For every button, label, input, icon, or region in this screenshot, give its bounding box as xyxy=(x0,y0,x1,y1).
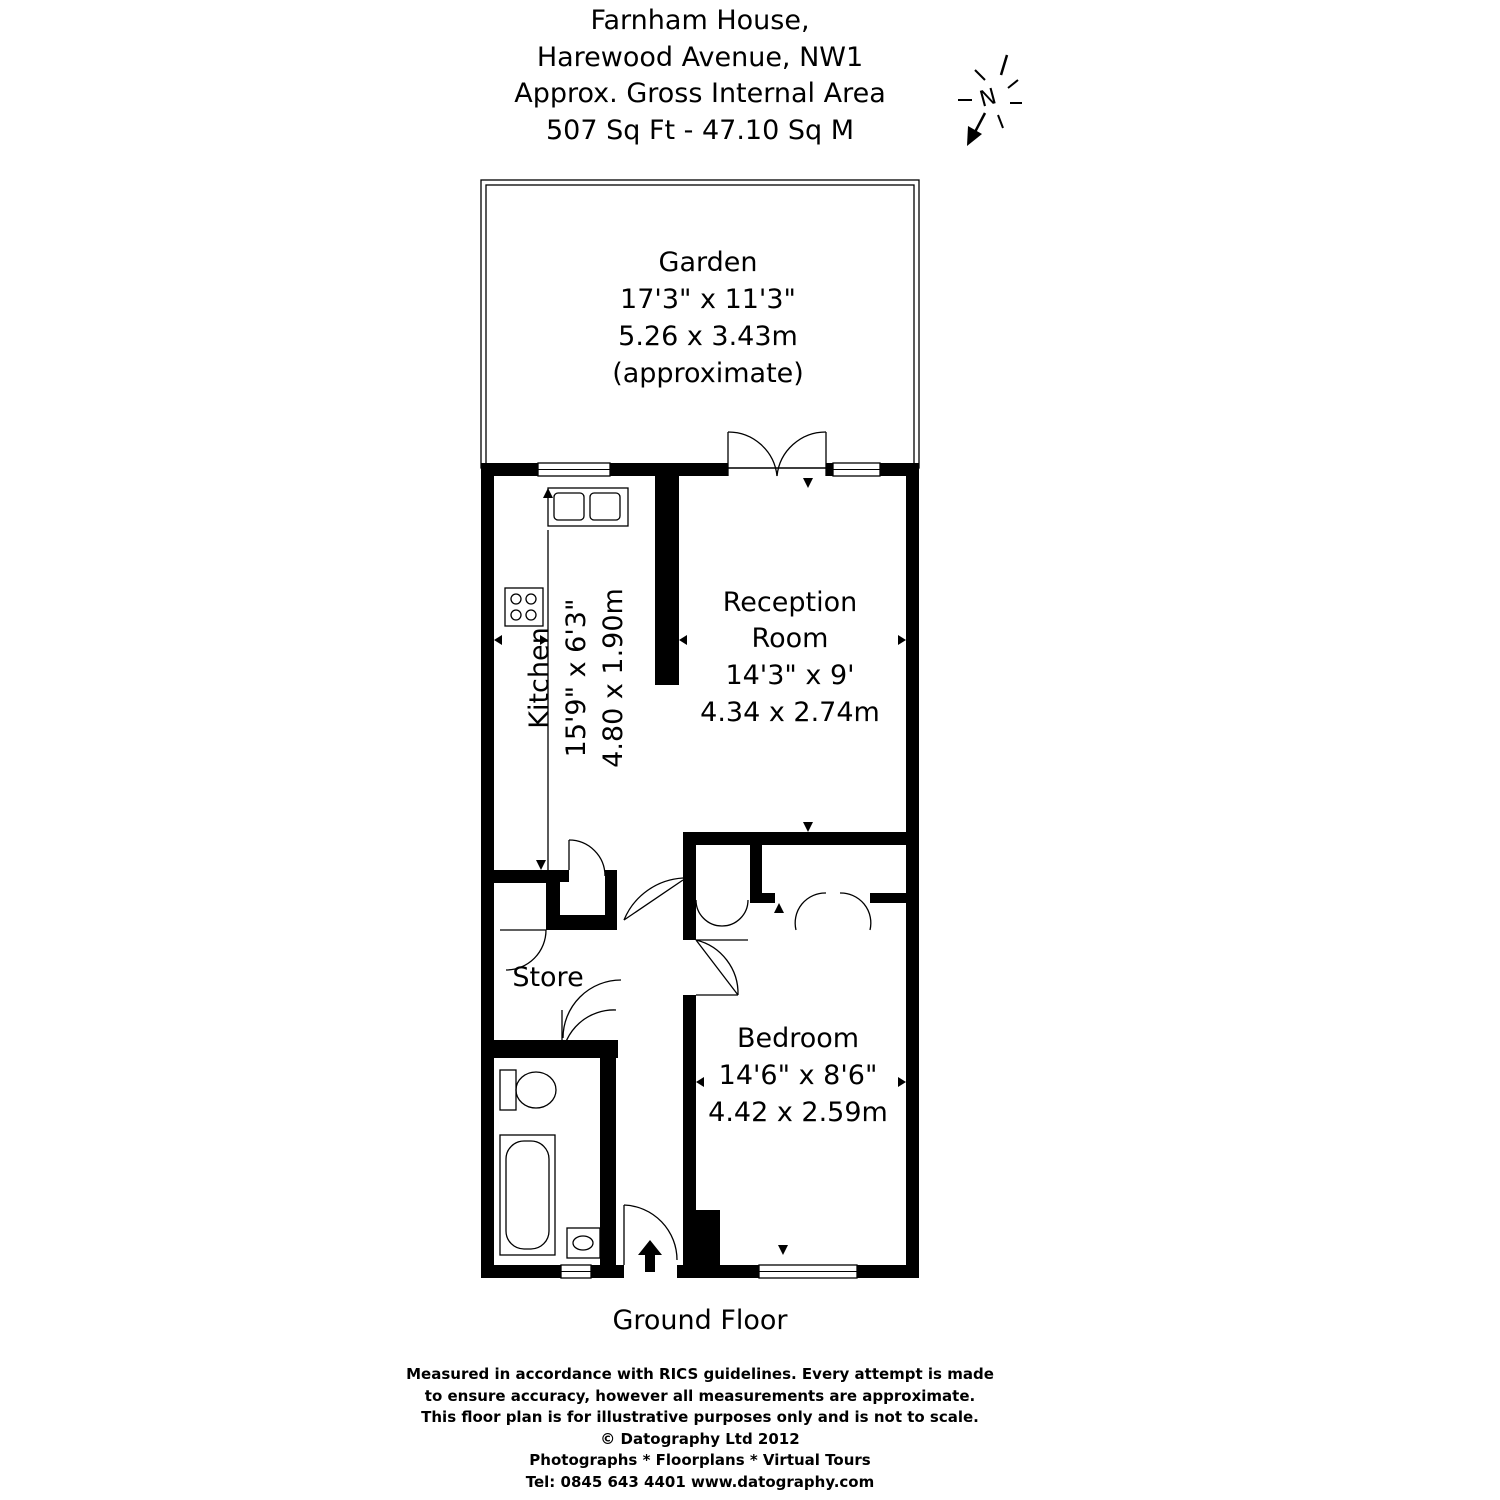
reception-dimensions-imperial: 14'3" x 9' xyxy=(725,660,855,691)
bedroom-dimensions-imperial: 14'6" x 8'6" xyxy=(718,1060,878,1091)
disclaimer xyxy=(350,1364,1050,1493)
services-line: Photographs * Floorplans * Virtual Tours xyxy=(529,1451,871,1469)
kitchen-name: Kitchen xyxy=(524,627,555,729)
reception-dimensions-metric: 4.34 x 2.74m xyxy=(700,697,880,728)
store-name: Store xyxy=(512,962,584,993)
room-bedroom xyxy=(708,1023,888,1128)
bathroom-fittings xyxy=(500,1070,600,1258)
reception-name-line1: Reception xyxy=(722,587,858,618)
floor-label: Ground Floor xyxy=(612,1305,788,1336)
garden-dimensions-metric: 5.26 x 3.43m xyxy=(618,321,798,352)
kitchen-dimensions-metric: 4.80 x 1.90m xyxy=(598,588,629,768)
garden-note: (approximate) xyxy=(612,358,804,389)
area-caption: Approx. Gross Internal Area xyxy=(514,78,886,109)
property-name: Farnham House, xyxy=(590,5,810,36)
room-kitchen xyxy=(524,588,629,768)
entrance-arrow-icon xyxy=(638,1240,662,1272)
garden-name: Garden xyxy=(658,247,758,278)
bedroom-dimensions-metric: 4.42 x 2.59m xyxy=(708,1097,888,1128)
room-reception xyxy=(700,587,880,728)
kitchen-dimensions-imperial: 15'9" x 6'3" xyxy=(561,598,592,758)
compass-icon xyxy=(958,55,1022,146)
reception-name-line2: Room xyxy=(751,623,829,654)
area-value: 507 Sq Ft - 47.10 Sq M xyxy=(545,114,855,146)
disclaimer-line: This floor plan is for illustrative purposes only and is not to scale. xyxy=(421,1408,979,1426)
bedroom-name: Bedroom xyxy=(736,1023,860,1054)
disclaimer-line: to ensure accuracy, however all measurements are approximate. xyxy=(424,1386,976,1405)
contact-line: Tel: 0845 643 4401 www.datography.com xyxy=(525,1472,875,1491)
garden-dimensions-imperial: 17'3" x 11'3" xyxy=(620,284,796,315)
compass-label: N xyxy=(976,84,1000,113)
room-garden xyxy=(612,247,804,389)
property-address: Harewood Avenue, NW1 xyxy=(536,41,864,73)
windows xyxy=(538,463,880,1278)
copyright-line: © Datography Ltd 2012 xyxy=(600,1429,800,1448)
disclaimer-line: Measured in accordance with RICS guidelines. Every attempt is made xyxy=(406,1365,994,1383)
room-store xyxy=(512,962,583,993)
